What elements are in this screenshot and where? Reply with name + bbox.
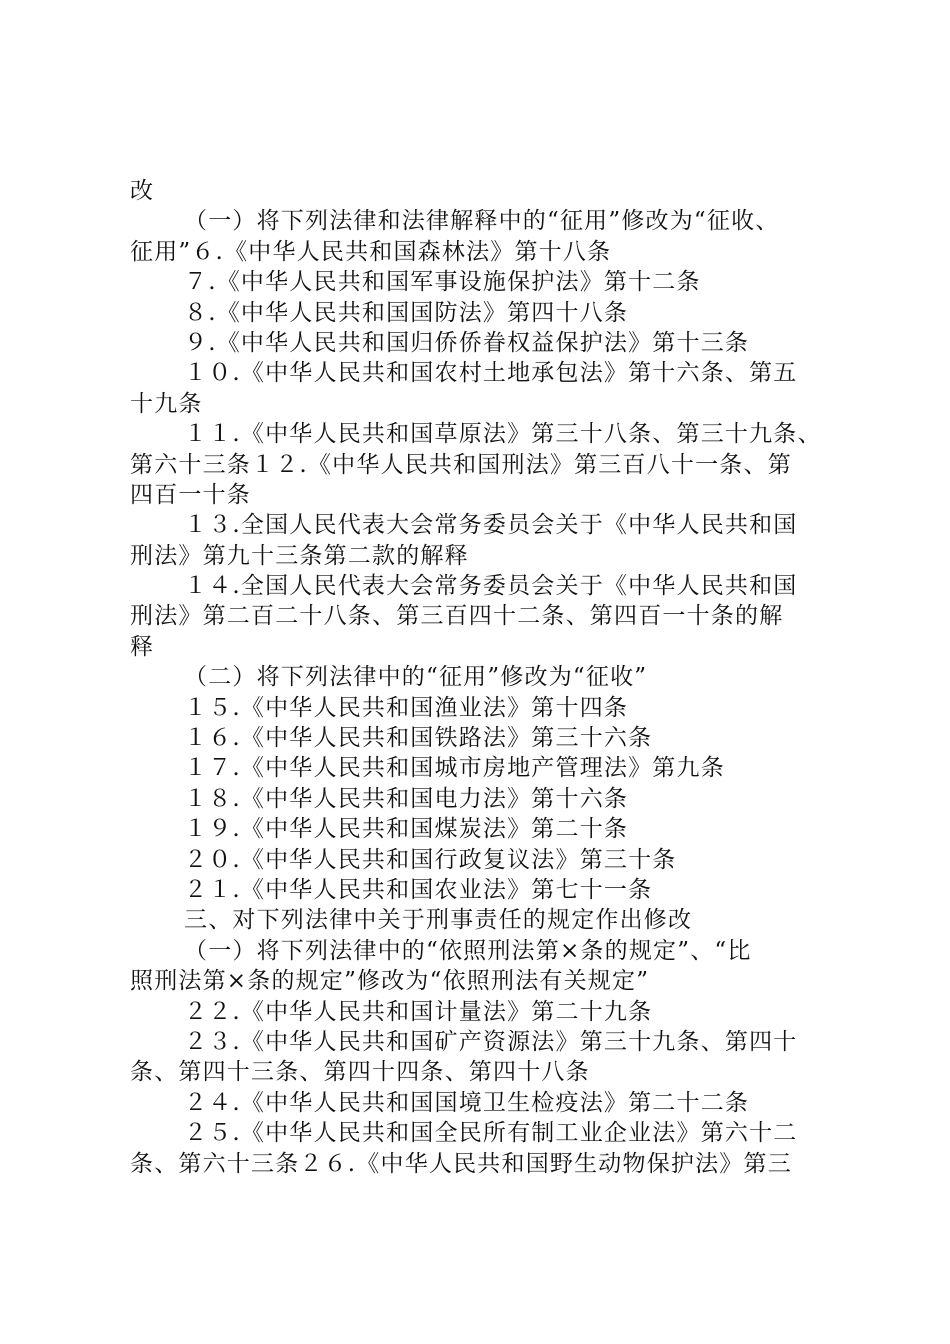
text-line: 征用”６.《中华人民共和国森林法》第十八条 <box>130 238 612 265</box>
text-line: 刑法》第九十三条第二款的解释 <box>130 542 469 569</box>
text-line: １１.《中华人民共和国草原法》第三十八条、第三十九条、 <box>184 421 822 448</box>
text-line: 第六十三条１２.《中华人民共和国刑法》第三百八十一条、第 <box>130 451 792 478</box>
document-body <box>130 176 840 1179</box>
text-line: 三、对下列法律中关于刑事责任的规定作出修改 <box>184 907 693 934</box>
text-line: 释 <box>130 633 155 660</box>
text-line: １４.全国人民代表大会常务委员会关于《中华人民共和国 <box>184 573 798 600</box>
text-line: １５.《中华人民共和国渔业法》第十四条 <box>184 694 629 721</box>
text-line: 四百一十条 <box>130 481 251 508</box>
text-line: １３.全国人民代表大会常务委员会关于《中华人民共和国 <box>184 512 798 539</box>
text-line: ２４.《中华人民共和国国境卫生检疫法》第二十二条 <box>184 1089 750 1116</box>
text-line: 条、第六十三条２６.《中华人民共和国野生动物保护法》第三 <box>130 1150 792 1177</box>
text-line: （二）将下列法律中的“征用”修改为“征收” <box>184 664 648 691</box>
text-line: ２０.《中华人民共和国行政复议法》第三十条 <box>184 846 677 873</box>
text-line: 照刑法第×条的规定”修改为“依照刑法有关规定” <box>130 968 650 995</box>
text-line: １８.《中华人民共和国电力法》第十六条 <box>184 785 629 812</box>
text-line: １９.《中华人民共和国煤炭法》第二十条 <box>184 816 629 843</box>
text-line: １７.《中华人民共和国城市房地产管理法》第九条 <box>184 755 725 782</box>
text-line: ２２.《中华人民共和国计量法》第二十九条 <box>184 998 653 1025</box>
text-line: 条、第四十三条、第四十四条、第四十八条 <box>130 1059 590 1086</box>
text-line: ９.《中华人民共和国归侨侨眷权益保护法》第十三条 <box>184 329 750 356</box>
text-line: （一）将下列法律中的“依照刑法第×条的规定”、“比 <box>184 937 752 964</box>
text-line: （一）将下列法律和法律解释中的“征用”修改为“征收、 <box>184 208 780 235</box>
text-line: １６.《中华人民共和国铁路法》第三十六条 <box>184 725 653 752</box>
text-line: ２１.《中华人民共和国农业法》第七十一条 <box>184 876 653 903</box>
text-line: ２５.《中华人民共和国全民所有制工业企业法》第六十二 <box>184 1120 798 1147</box>
text-line: ８.《中华人民共和国国防法》第四十八条 <box>184 299 629 326</box>
text-line: ２３.《中华人民共和国矿产资源法》第三十九条、第四十 <box>184 1028 798 1055</box>
text-line: １０.《中华人民共和国农村土地承包法》第十六条、第五 <box>184 360 798 387</box>
text-line: 十九条 <box>130 390 203 417</box>
text-line: ７.《中华人民共和国军事设施保护法》第十二条 <box>184 269 701 296</box>
text-line: 刑法》第二百二十八条、第三百四十二条、第四百一十条的解 <box>130 603 784 630</box>
text-line: 改 <box>130 178 155 204</box>
